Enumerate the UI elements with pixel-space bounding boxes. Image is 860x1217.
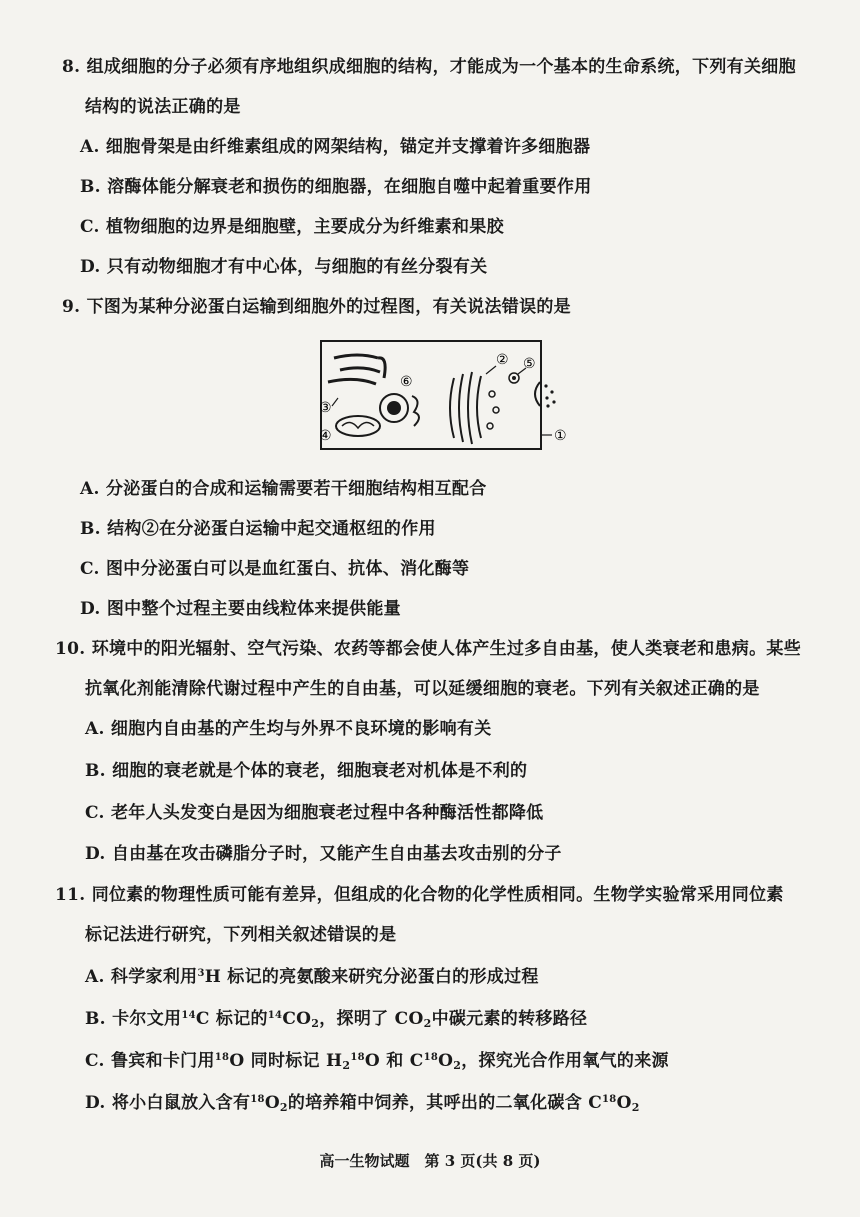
label-5: ⑤ xyxy=(523,356,536,372)
label-4: ④ xyxy=(319,428,332,444)
page-footer: 高一生物试题 第 3 页(共 8 页) xyxy=(319,1152,541,1170)
q10-option-c: C. 老年人头发变白是因为细胞衰老过程中各种酶活性都降低 xyxy=(85,803,544,823)
secretory-protein-diagram xyxy=(318,338,570,454)
q9-option-b: B. 结构②在分泌蛋白运输中起交通枢纽的作用 xyxy=(80,519,436,539)
q11-stem-line2: 标记法进行研究，下列相关叙述错误的是 xyxy=(85,925,397,945)
q9-option-a: A. 分泌蛋白的合成和运输需要若干细胞结构相互配合 xyxy=(80,479,487,499)
q10-stem-line2: 抗氧化剂能清除代谢过程中产生的自由基，可以延缓细胞的衰老。下列有关叙述正确的是 xyxy=(85,679,760,699)
q11-option-d: D. 将小白鼠放入含有$^{18}O_2$的培养箱中饲养，其呼出的二氧化碳含 $C^{18}O_2$ xyxy=(85,1093,640,1114)
q11-option-b: B. 卡尔文用$^{14}$C 标记的$^{14}CO_2$，探明了 $CO_2$中碳元素的转移路径 xyxy=(85,1009,588,1030)
q9-option-c: C. 图中分泌蛋白可以是血红蛋白、抗体、消化酶等 xyxy=(80,559,470,579)
q8-option-c: C. 植物细胞的边界是细胞壁，主要成分为纤维素和果胶 xyxy=(80,217,504,237)
endoplasmic-reticulum xyxy=(328,355,385,384)
q11-option-c: C. 鲁宾和卡门用$^{18}$O 同时标记 $H_2^{18}O$ 和 $C^{18}O_2$，探究光合作用氧气的来源 xyxy=(85,1051,669,1072)
q10-option-a: A. 细胞内自由基的产生均与外界不良环境的影响有关 xyxy=(85,719,492,739)
label-3: ③ xyxy=(319,400,332,416)
vesicle xyxy=(489,391,495,397)
label-1: ① xyxy=(554,428,567,444)
q9-option-d: D. 图中整个过程主要由线粒体来提供能量 xyxy=(80,599,401,619)
label-2: ② xyxy=(496,352,509,368)
golgi-apparatus xyxy=(450,372,481,444)
q8-stem-line1: 8. 组成细胞的分子必须有序地组织成细胞的结构，才能成为一个基本的生命系统，下列有关细胞 xyxy=(62,57,796,77)
q11-option-a: A. 科学家利用$^3$H 标记的亮氨酸来研究分泌蛋白的形成过程 xyxy=(85,967,539,987)
q9-stem: 9. 下图为某种分泌蛋白运输到细胞外的过程图，有关说法错误的是 xyxy=(62,297,571,317)
q8-option-d: D. 只有动物细胞才有中心体，与细胞的有丝分裂有关 xyxy=(80,257,488,277)
q10-option-d: D. 自由基在攻击磷脂分子时，又能产生自由基去攻击别的分子 xyxy=(85,844,562,864)
cell-diagram-svg xyxy=(318,338,570,454)
q8-stem-line2: 结构的说法正确的是 xyxy=(85,97,241,117)
q8-option-b: B. 溶酶体能分解衰老和损伤的细胞器，在细胞自噬中起着重要作用 xyxy=(80,177,592,197)
q11-stem-line1: 11. 同位素的物理性质可能有差异，但组成的化合物的化学性质相同。生物学实验常采用同位素 xyxy=(55,885,784,905)
q8-option-a: A. 细胞骨架是由纤维素组成的网架结构，锚定并支撑着许多细胞器 xyxy=(80,137,591,157)
q10-stem-line1: 10. 环境中的阳光辐射、空气污染、农药等都会使人体产生过多自由基，使人类衰老和患病。某些 xyxy=(55,639,801,659)
label-6: ⑥ xyxy=(400,374,413,390)
q10-option-b: B. 细胞的衰老就是个体的衰老，细胞衰老对机体是不利的 xyxy=(85,761,528,781)
